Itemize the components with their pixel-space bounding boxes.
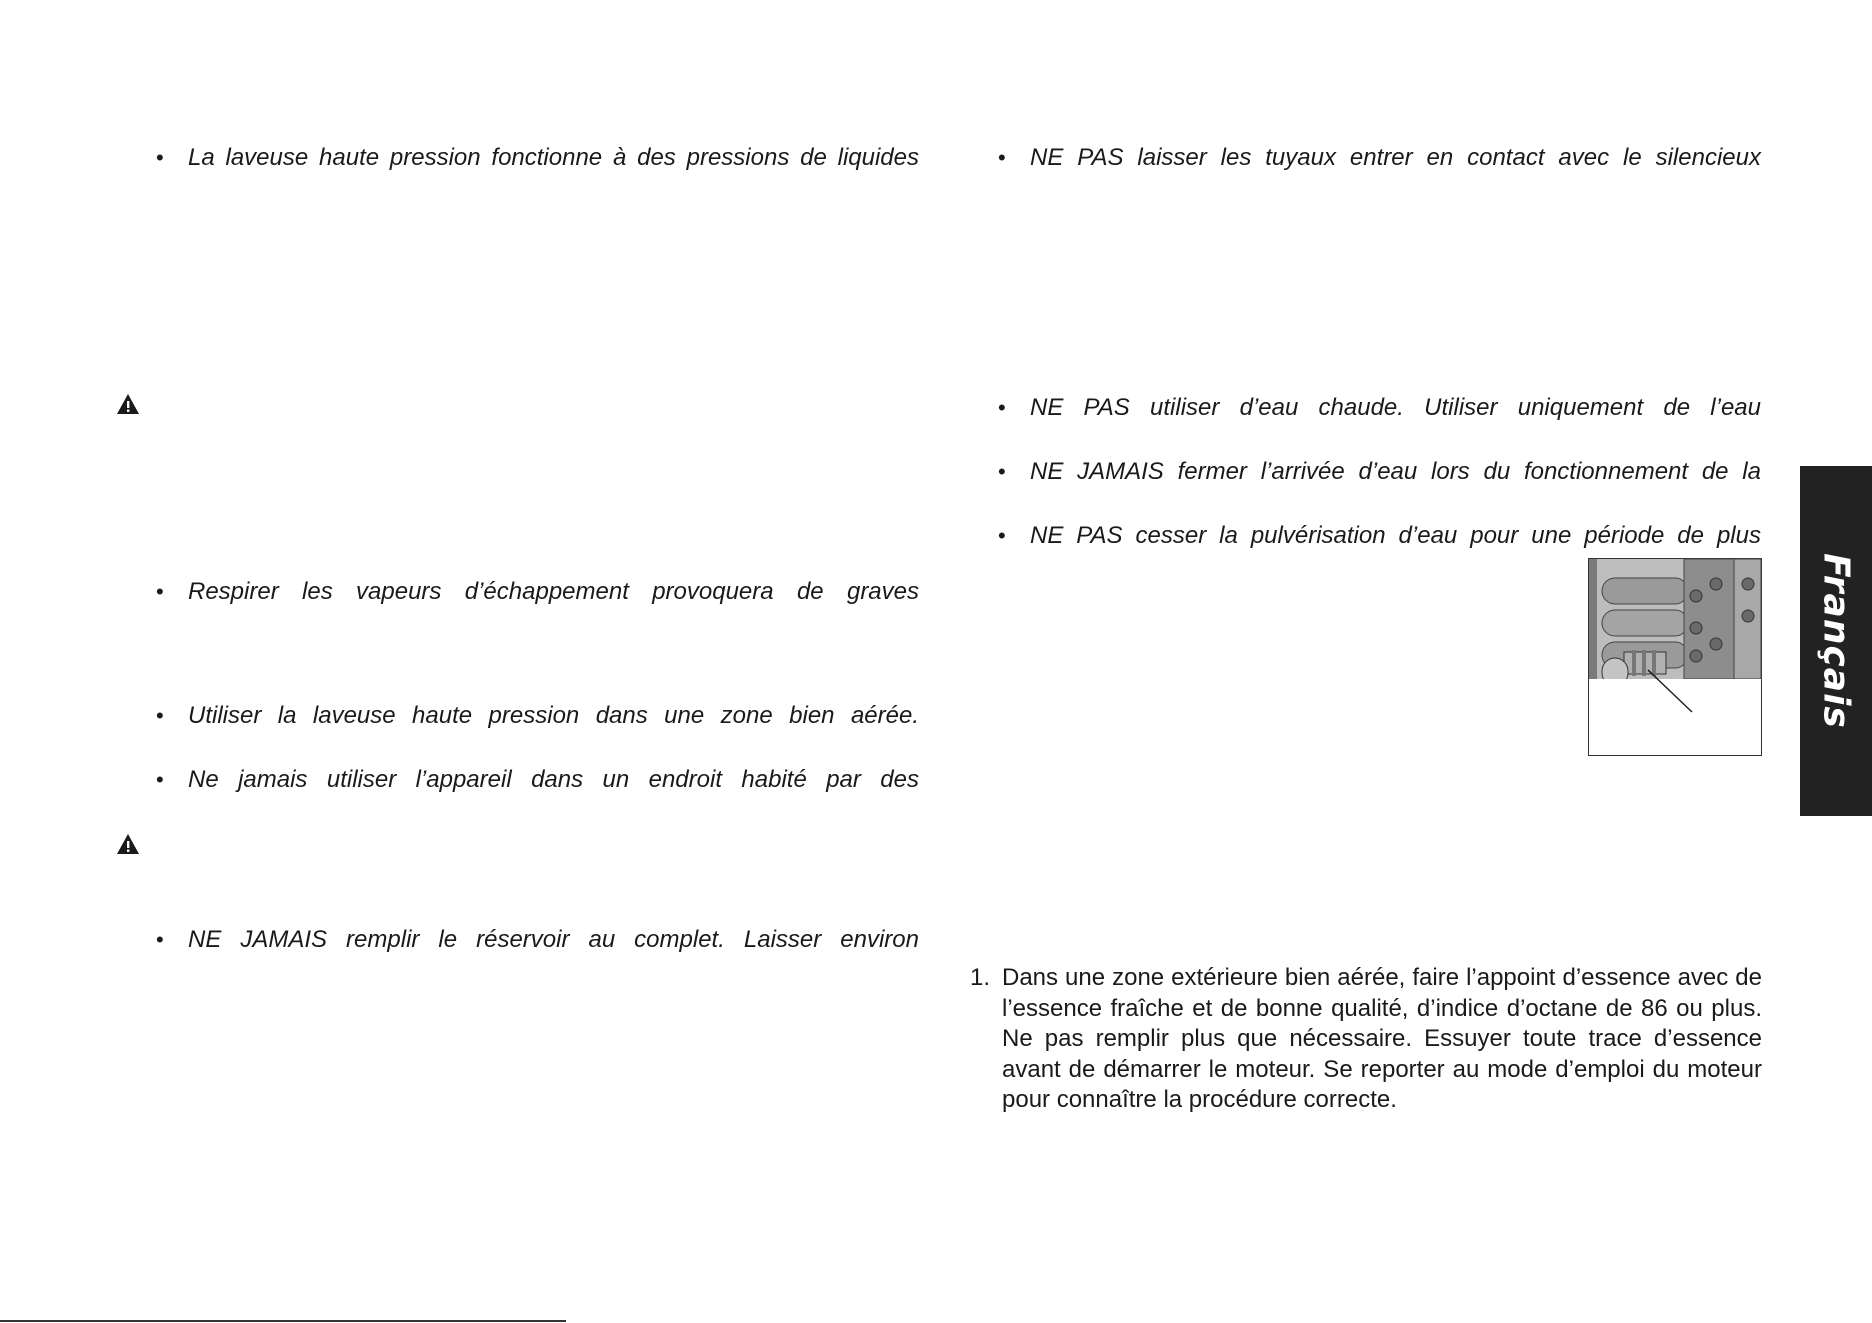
step-1 [970, 963, 1762, 1116]
left-bullet-text-1: La laveuse haute pression fonctionne à des pressions de liquides [188, 144, 919, 171]
language-tab-label: Français [1815, 553, 1857, 729]
left-bullet-text-2: Respirer les vapeurs d’échappement provoquera de graves [188, 578, 919, 605]
left-bullet-text-5: NE JAMAIS remplir le réservoir au complet. Laisser environ [188, 926, 919, 953]
right-bullet-text-2: NE PAS utiliser d’eau chaude. Utiliser uniquement de l’eau [1030, 394, 1761, 421]
warning-triangle-icon [116, 393, 140, 415]
step-text: Dans une zone extérieure bien aérée, faire l’appoint d’essence avec de l’essence fraîche et de bonne qualité, d’indice d’octane de 86 ou plus. Ne pas remplir plus que nécessaire. Essuyer toute trace d’essence avant de démarrer le moteur. Se reporter au mode d’emploi du moteur pour connaître la procédure correcte. [1002, 964, 1762, 1113]
bullet-dot-icon: • [998, 459, 1006, 484]
bullet-dot-icon: • [156, 703, 164, 728]
bullet-dot-icon: • [156, 927, 164, 952]
bullet-dot-icon: • [998, 523, 1006, 548]
pump-manifold-illustration [1588, 558, 1762, 756]
bullet-dot-icon: • [156, 767, 164, 792]
right-bullet-text-4: NE PAS cesser la pulvérisation d’eau pour une période de plus [1030, 522, 1761, 549]
bullet-dot-icon: • [998, 395, 1006, 420]
left-bullet-text-4: Ne jamais utiliser l’appareil dans un endroit habité par des [188, 766, 919, 793]
bullet-dot-icon: • [998, 145, 1006, 170]
bullet-dot-icon: • [156, 579, 164, 604]
warning-triangle-icon [116, 833, 140, 855]
bottom-rule [0, 1320, 566, 1322]
right-bullet-text-3: NE JAMAIS fermer l’arrivée d’eau lors du fonctionnement de la [1030, 458, 1761, 485]
language-tab [1800, 466, 1872, 816]
bullet-dot-icon: • [156, 145, 164, 170]
right-bullet-text-1: NE PAS laisser les tuyaux entrer en contact avec le silencieux [1030, 144, 1761, 171]
step-number: 1. [970, 964, 991, 991]
left-bullet-text-3: Utiliser la laveuse haute pression dans une zone bien aérée. [188, 702, 919, 729]
